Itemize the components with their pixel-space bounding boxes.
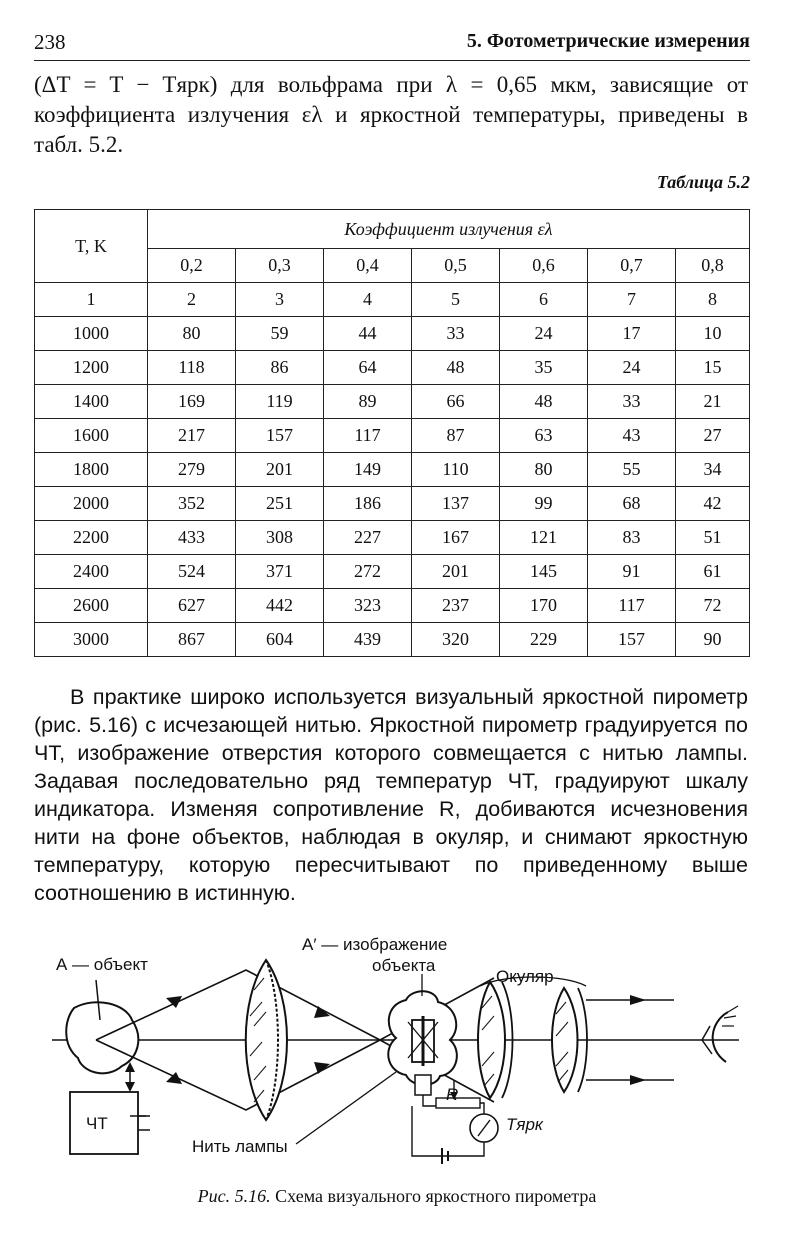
table-cell: 167 xyxy=(412,521,500,555)
table-cell: 6 xyxy=(500,283,588,317)
table-cell: 149 xyxy=(324,453,412,487)
table-cell: 308 xyxy=(236,521,324,555)
table-cell: 251 xyxy=(236,487,324,521)
table-cell: 55 xyxy=(588,453,676,487)
table-cell: 15 xyxy=(676,351,750,385)
table-cell: 42 xyxy=(676,487,750,521)
table-cell: 72 xyxy=(676,589,750,623)
table-row xyxy=(35,317,750,351)
table-cell: 323 xyxy=(324,589,412,623)
table-cell: 90 xyxy=(676,623,750,657)
table-cell: 186 xyxy=(324,487,412,521)
coefficient-header: 0,4 xyxy=(324,249,412,283)
figure-caption-label: Рис. 5.16. xyxy=(197,1186,271,1206)
ray-top xyxy=(96,970,380,1040)
table-cell: 64 xyxy=(324,351,412,385)
header-temperature: T, K xyxy=(35,210,148,283)
table-cell: 27 xyxy=(676,419,750,453)
header-emissivity: Коэффициент излучения ελ xyxy=(148,210,750,249)
label-image-line2: объекта xyxy=(372,956,436,975)
table-cell: 5 xyxy=(412,283,500,317)
coefficient-header: 0,8 xyxy=(676,249,750,283)
table-cell: 86 xyxy=(236,351,324,385)
data-table xyxy=(34,209,750,657)
table-cell: 21 xyxy=(676,385,750,419)
table-row xyxy=(35,453,750,487)
table-cell: 118 xyxy=(148,351,236,385)
table-row xyxy=(35,555,750,589)
table-cell: 145 xyxy=(500,555,588,589)
table-cell: 320 xyxy=(412,623,500,657)
label-filament: Нить лампы xyxy=(192,1137,288,1156)
table-cell: 35 xyxy=(500,351,588,385)
table-cell: 80 xyxy=(148,317,236,351)
numbering-row xyxy=(35,283,750,317)
table-row xyxy=(35,385,750,419)
label-object: А — объект xyxy=(56,955,148,974)
lamp-base xyxy=(415,1075,431,1095)
table-cell: 48 xyxy=(412,351,500,385)
coefficient-header: 0,6 xyxy=(500,249,588,283)
table-cell: 157 xyxy=(236,419,324,453)
table-cell: 237 xyxy=(412,589,500,623)
table-cell: 8 xyxy=(676,283,750,317)
table-row xyxy=(35,589,750,623)
label-temperature: Tярк xyxy=(506,1115,543,1134)
table-cell: 604 xyxy=(236,623,324,657)
arrow-6 xyxy=(630,1075,646,1085)
table-cell: 867 xyxy=(148,623,236,657)
table-cell: 1200 xyxy=(35,351,148,385)
table-cell: 110 xyxy=(412,453,500,487)
table-cell: 119 xyxy=(236,385,324,419)
table-cell: 137 xyxy=(412,487,500,521)
table-cell: 217 xyxy=(148,419,236,453)
table-cell: 3 xyxy=(236,283,324,317)
table-cell: 87 xyxy=(412,419,500,453)
label-resistance: R xyxy=(446,1085,459,1104)
table-cell: 59 xyxy=(236,317,324,351)
coefficient-header: 0,3 xyxy=(236,249,324,283)
coefficient-header: 0,7 xyxy=(588,249,676,283)
eyepiece-lens-1 xyxy=(478,982,505,1098)
figure-caption-text: Схема визуального яркостного пирометра xyxy=(275,1186,597,1206)
table-row xyxy=(35,351,750,385)
table-cell: 227 xyxy=(324,521,412,555)
table-cell: 201 xyxy=(412,555,500,589)
table-cell: 89 xyxy=(324,385,412,419)
table-cell: 66 xyxy=(412,385,500,419)
table-cell: 1000 xyxy=(35,317,148,351)
table-body xyxy=(35,283,750,657)
label-eyepiece: Окуляр xyxy=(496,967,554,986)
table-cell: 524 xyxy=(148,555,236,589)
body-paragraph: В практике широко используется визуальный яркостной пирометр (рис. 5.16) с исчезающей нитью. Яркостной пирометр градуируется по ЧТ, изображение отверстия которого совмещается с нитью лампы. Задавая последовательно ряд температур ЧТ, градуируют шкалу индикатора. Изменяя сопротивление R, добиваются исчезновения нити на фоне объектов, наблюдая в окуляр, и снимают яркостную температуру, которую пересчитывают по приведенному выше соотношению в истинную. xyxy=(34,685,748,905)
table-cell: 439 xyxy=(324,623,412,657)
table-cell: 7 xyxy=(588,283,676,317)
table-cell: 1 xyxy=(35,283,148,317)
table-row xyxy=(35,623,750,657)
table-cell: 68 xyxy=(588,487,676,521)
table-cell: 117 xyxy=(588,589,676,623)
table-cell: 4 xyxy=(324,283,412,317)
table-cell: 1800 xyxy=(35,453,148,487)
table-cell: 34 xyxy=(676,453,750,487)
table-row xyxy=(35,521,750,555)
table-cell: 33 xyxy=(588,385,676,419)
table-cell: 99 xyxy=(500,487,588,521)
table-cell: 61 xyxy=(676,555,750,589)
intro-paragraph: (ΔT = T − Tярк) для вольфрама при λ = 0,65 мкм, зависящие от коэффициента излучения ελ и яркостной температуры, приведены в табл. 5.2. xyxy=(34,72,748,157)
table-cell: 2000 xyxy=(35,487,148,521)
table-cell: 51 xyxy=(676,521,750,555)
arrow-5 xyxy=(630,995,646,1005)
table-cell: 2600 xyxy=(35,589,148,623)
filament-pointer xyxy=(296,1072,396,1144)
coefficient-header: 0,5 xyxy=(412,249,500,283)
table-cell: 229 xyxy=(500,623,588,657)
table-row xyxy=(35,419,750,453)
table-cell: 1600 xyxy=(35,419,148,453)
table-cell: 201 xyxy=(236,453,324,487)
page-number: 238 xyxy=(34,30,66,54)
table-cell: 279 xyxy=(148,453,236,487)
table-cell: 91 xyxy=(588,555,676,589)
label-image-line1: A′ — изображение xyxy=(302,935,448,954)
table-cell: 117 xyxy=(324,419,412,453)
coefficient-header: 0,2 xyxy=(148,249,236,283)
table-cell: 63 xyxy=(500,419,588,453)
table-cell: 169 xyxy=(148,385,236,419)
table-row xyxy=(35,487,750,521)
table-cell: 272 xyxy=(324,555,412,589)
table-cell: 157 xyxy=(588,623,676,657)
running-title: 5. Фотометрические измерения xyxy=(466,30,750,52)
table-cell: 3000 xyxy=(35,623,148,657)
table-cell: 2200 xyxy=(35,521,148,555)
page-header xyxy=(34,26,750,61)
label-blackbody: ЧТ xyxy=(86,1114,108,1133)
table-cell: 48 xyxy=(500,385,588,419)
objective-lens xyxy=(246,960,287,1120)
table-cell: 33 xyxy=(412,317,500,351)
eye-icon xyxy=(713,1012,728,1062)
pyrometer-diagram xyxy=(34,930,754,1170)
table-cell: 433 xyxy=(148,521,236,555)
table-cell: 371 xyxy=(236,555,324,589)
table-cell: 2 xyxy=(148,283,236,317)
table-cell: 17 xyxy=(588,317,676,351)
table-caption: Таблица 5.2 xyxy=(656,172,750,192)
table-cell: 44 xyxy=(324,317,412,351)
table-cell: 442 xyxy=(236,589,324,623)
table-cell: 121 xyxy=(500,521,588,555)
table-cell: 24 xyxy=(588,351,676,385)
table-cell: 24 xyxy=(500,317,588,351)
table-cell: 1400 xyxy=(35,385,148,419)
table-cell: 352 xyxy=(148,487,236,521)
table-cell: 627 xyxy=(148,589,236,623)
table-cell: 83 xyxy=(588,521,676,555)
table-cell: 43 xyxy=(588,419,676,453)
table-cell: 170 xyxy=(500,589,588,623)
table-cell: 80 xyxy=(500,453,588,487)
table-cell: 10 xyxy=(676,317,750,351)
figure-caption xyxy=(0,1186,794,1207)
table-cell: 2400 xyxy=(35,555,148,589)
